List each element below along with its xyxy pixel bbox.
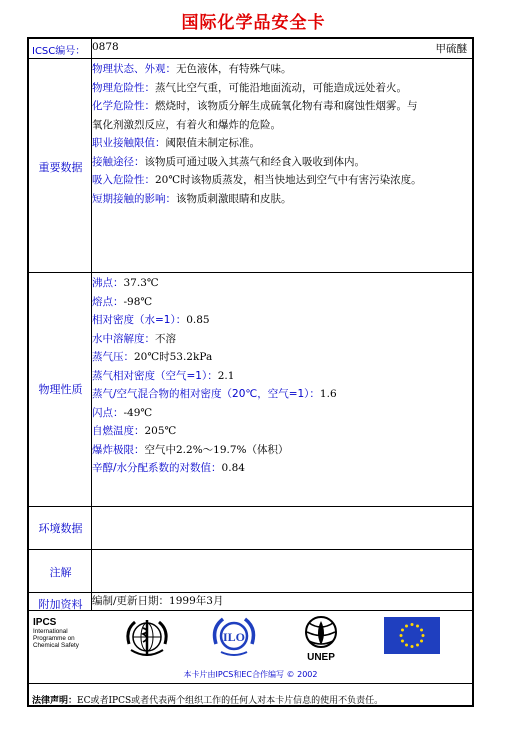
eu-star bbox=[422, 634, 425, 637]
section-label-additional: 附加资料 bbox=[38, 598, 83, 611]
list-item: 物理危险性：蒸气比空气重，可能沿地面流动，可能造成远处着火。 bbox=[92, 81, 407, 94]
header-row bbox=[29, 39, 472, 58]
eu-star bbox=[401, 629, 404, 632]
divider bbox=[29, 506, 472, 507]
eu-star bbox=[405, 624, 408, 627]
eu-star bbox=[401, 640, 404, 643]
list-item: 闪点：-49℃ bbox=[92, 406, 153, 419]
list-item: 辛醇/水分配系数的对数值：0.84 bbox=[92, 462, 245, 474]
list-item: 蒸气/空气混合物的相对密度（20℃，空气=1）：1.6 bbox=[92, 388, 337, 400]
section-label-physical: 物理性质 bbox=[38, 383, 83, 396]
legal-text: EC或者IPCS或者代表两个组织工作的任何人对本卡片信息的使用不负责任。 bbox=[77, 696, 384, 706]
list-item: 蒸气相对密度（空气=1）：2.1 bbox=[92, 369, 235, 382]
legal-label: 法律声明： bbox=[32, 696, 78, 706]
eu-star bbox=[416, 624, 419, 627]
list-item: 职业接触限值：阈限值未制定标准。 bbox=[92, 137, 260, 149]
list-item: 熔点：-98℃ bbox=[92, 295, 153, 308]
section-label-notes: 注解 bbox=[49, 566, 72, 579]
list-item: 自燃温度：205℃ bbox=[92, 425, 177, 437]
eu-flag-icon bbox=[384, 617, 440, 654]
list-item: 相对密度（水=1）：0.85 bbox=[92, 314, 210, 326]
unep-emblem: UNEP bbox=[299, 615, 343, 661]
ilo-emblem-icon bbox=[209, 614, 259, 660]
safety-card bbox=[27, 37, 474, 707]
who-emblem-icon bbox=[121, 616, 173, 660]
list-item: 接触途径：该物质可通过吸入其蒸气和经食入吸收到体内。 bbox=[92, 155, 365, 168]
important-content bbox=[92, 60, 422, 208]
eu-star bbox=[416, 644, 419, 647]
additional-content: 编制/更新日期：1999年3月 bbox=[92, 595, 224, 607]
divider bbox=[29, 549, 472, 550]
divider bbox=[29, 683, 472, 684]
list-item: 物理状态、外观：无色液体，有特殊气味。 bbox=[92, 63, 292, 75]
logo-band bbox=[29, 611, 472, 683]
chemical-name: 甲硫醚 bbox=[435, 43, 467, 55]
list-item: 水中溶解度：不溶 bbox=[92, 332, 176, 345]
list-item: 化学危险性：燃烧时，该物质分解生成硫氧化物有毒和腐蚀性烟雾。与 bbox=[92, 100, 418, 112]
column-divider bbox=[91, 39, 92, 610]
legal-notice bbox=[32, 688, 383, 707]
list-item: 爆炸极限：空气中2.2%～19.7%（体积） bbox=[92, 443, 289, 456]
section-label-environment: 环境数据 bbox=[38, 522, 83, 535]
eu-star bbox=[411, 623, 414, 626]
icsc-number: 0878 bbox=[92, 41, 119, 53]
divider bbox=[29, 272, 472, 273]
eu-star bbox=[400, 634, 403, 637]
eu-star bbox=[420, 629, 423, 632]
eu-star bbox=[405, 644, 408, 647]
list-item: 沸点：37.3℃ bbox=[92, 277, 159, 289]
divider bbox=[29, 58, 472, 59]
icsc-label: ICSC编号： bbox=[32, 46, 86, 57]
logo-footer-note: 本卡片由IPCS和EC合作编写 © 2002 bbox=[183, 670, 318, 679]
eu-star bbox=[420, 640, 423, 643]
list-item-continuation: 氧化剂激烈反应，有着火和爆炸的危险。 bbox=[92, 118, 281, 131]
unep-emblem-icon bbox=[299, 615, 343, 649]
physical-content bbox=[92, 274, 337, 478]
ipcs-logo: IPCS International Programme on Chemical Safety bbox=[33, 617, 79, 649]
section-label-important: 重要数据 bbox=[38, 161, 83, 174]
svg-text:ILO: ILO bbox=[222, 630, 246, 644]
eu-star bbox=[411, 645, 414, 648]
list-item: 蒸气压：20℃时53.2kPa bbox=[92, 351, 213, 363]
card-title: 国际化学品安全卡 bbox=[181, 13, 326, 33]
list-item: 短期接触的影响：该物质刺激眼睛和皮肤。 bbox=[92, 192, 292, 205]
list-item: 吸入危险性：20℃时该物质蒸发，相当快地达到空气中有害污染浓度。 bbox=[92, 174, 422, 186]
